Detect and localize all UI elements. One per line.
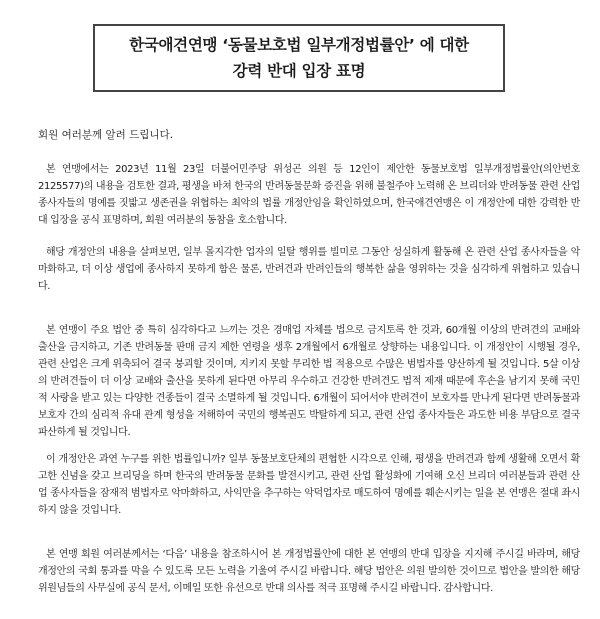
- paragraph-1: 본 연맹에서는 2023년 11월 23일 더불어민주당 위성곤 의원 등 12인이 제안한 동물보호법 일부개정법률안(의안번호 2125577)의 내용을 검토한 결과, 평생을 바쳐 한국의 반려동물문화 증진을 위해 불철주야 노력해 온 브리더와 반려동물 관련 산업 종사자들의 명예를 짓밟고 생존권을 위협하는 최악의 법률 개정안임을 확인하였으며, 한국애견연맹은 이 개정안에 대한 강력한 반대 입장을 공식 표명하며, 회원 여러분의 동참을 호소합니다.: [38, 164, 580, 226]
- title-line-1: 한국애견연맹 ‘동물보호법 일부개정법률안’ 에 대한: [129, 36, 469, 54]
- paragraph-2: 해당 개정안의 내용을 살펴보면, 일부 몰지각한 업자의 일탈 행위를 빌미로 그동안 성실하게 활동해 온 관련 산업 종사자들을 악마화하고, 더 이상 생업에 종사하지 못하게 함은 물론, 반려견과 반려인들의 행복한 삶을 영위하는 것을 심각하게 위협하고 있습니다.: [38, 247, 580, 292]
- greeting: 회원 여러분께 알려 드립니다.: [38, 129, 174, 141]
- title-box: [93, 24, 505, 92]
- title-line-2: 강력 반대 입장 표명: [232, 62, 366, 80]
- paragraph-3: 본 연맹이 주요 법안 중 특히 심각하다고 느끼는 것은 경매업 자체를 법으로 금지토록 한 것과, 60개월 이상의 반려견의 교배와 출산을 금지하고, 기존 반려동물 판매 금지 제한 연령을 생후 2개월에서 6개월로 상향하는 내용입니다. 이 개정안이 시행될 경우, 관련 산업은 크게 위축되어 결국 붕괴할 것이며, 지키지 못할 무리한 법 적용으로 수많은 범법자를 양산하게 될 것입니다. 5살 이상의 반려견들이 더 이상 교배와 출산을 못하게 된다면 아무리 우수하고 건강한 반려견도 법적 제재 때문에 후손을 남기지 못해 국민적 사랑을 받고 있는 다양한 견종들이 결국 소멸하게 될 것입니다. 6개월이 되어서야 반려견이 보호자를 만나게 된다면 반려동물과 보호자 간의 심리적 유대 관계 형성을 저해하여 국민의 행복권도 박탈하게 되고, 관련 산업 종사자들은 과도한 비용 부담으로 결국 파산하게 될 것입니다.: [38, 325, 580, 438]
- paragraph-5: 본 연맹 회원 여러분께서는 ‘다음’ 내용을 참조하시어 본 개정법률안에 대한 본 연맹의 반대 입장을 지지해 주시길 바라며, 해당 개정안의 국회 통과를 막을 수 있도록 모든 노력을 기울여 주시길 바랍니다. 해당 법안은 의원 발의한 것이므로 법안을 발의한 해당 위원님들의 사무실에 공식 문서, 이메일 또한 유선으로 반대 의사를 적극 표명해 주시길 바랍니다. 감사합니다.: [38, 549, 580, 594]
- paragraph-4: 이 개정안은 과연 누구를 위한 법률입니까? 일부 동물보호단체의 편협한 시각으로 인해, 평생을 반려견과 함께 생활해 오면서 확고한 신념을 갖고 브리딩을 하며 한국의 반려동물 문화를 발전시키고, 관련 산업 활성화에 기여해 오신 브리더 여러분들과 관련 산업 종사자들을 잠재적 범법자로 악마화하고, 사익만을 추구하는 악덕업자로 매도하여 명예를 훼손시키는 일을 본 연맹은 절대 좌시하지 않을 것입니다.: [38, 454, 580, 516]
